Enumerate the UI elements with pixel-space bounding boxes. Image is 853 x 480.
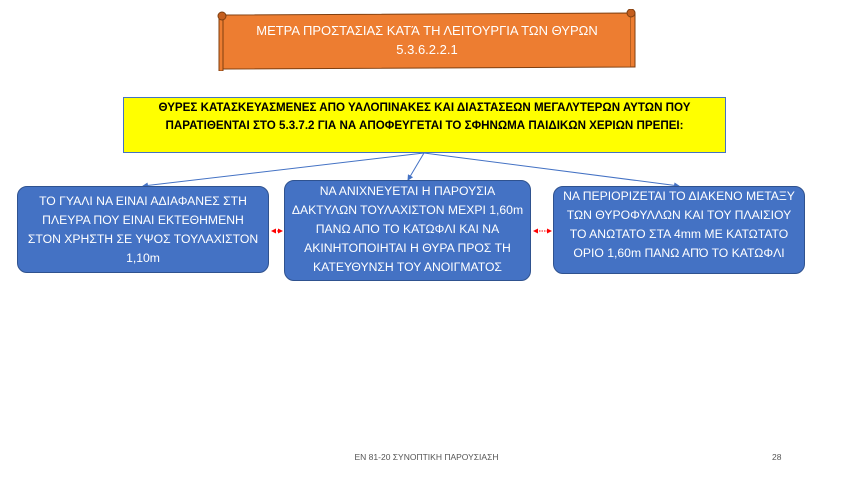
slide-footer: ΕΝ 81-20 ΣΥΝΟΠΤΙΚΗ ΠΑΡΟΥΣΙΑΣΗ [354, 452, 499, 462]
requirement-statement [123, 97, 726, 153]
card-3-text: ΝΑ ΠΕΡΙΟΡΙΖΕΤΑΙ ΤΟ ΔΙΑΚΕΝΟ ΜΕΤΑΞΥ ΤΩΝ ΘΥΡΟΦΥΛΛΩΝ ΚΑΙ ΤΟΥ ΠΛΑΙΣΙΟΥ ΤΟ ΑΝΩΤΑΤΟ ΣΤΑ 4mm ΜΕ ΚΑΤΩΤΑΤΟ ΟΡΙΟ 1,60m ΠΑΝΩ ΑΠΌ ΤΟ ΚΑΤΩΦΛΙ [563, 189, 795, 260]
card-1-text: ΤΟ ΓΥΑΛΙ ΝΑ ΕΙΝΑΙ ΑΔΙΑΦΑΝΕΣ ΣΤΗ ΠΛΕΥΡΑ ΠΟΥ ΕΙΝΑΙ ΕΚΤΕΘΗΜΕΝΗ ΣΤΟΝ ΧΡΗΣΤΗ ΣΕ ΥΨΟΣ ΤΟΥΛΑΧΙΣΤΟΝ 1,10m [27, 193, 259, 265]
banner-title: ΜΕΤΡΑ ΠΡΟΣΤΑΣΙΑΣ ΚΑΤΆ ΤΗ ΛΕΙΤΟΥΡΓΙΑ ΤΩΝ ΘΥΡΩΝ [256, 23, 598, 38]
banner-text [231, 21, 623, 59]
slide-page-number: 28 [772, 452, 782, 462]
connector-to-card-2 [408, 153, 424, 180]
card-2-text: ΝΑ ΑΝΙΧΝΕΥΕΤΑΙ Η ΠΑΡΟΥΣΙΑ ΔΑΚΤΥΛΩΝ ΤΟΥΛΑΧΙΣΤΟΝ ΜΕΧΡΙ 1,60m ΠΑΝΩ ΑΠΟ ΤΟ ΚΑΤΩΦΛΙ ΚΑΙ ΝΑ ΑΚΙΝΗΤΟΠΟΙΗΤΑΙ Η ΘΥΡΑ ΠΡΟΣ ΤΗ ΚΑΤΕΥΘΥΝΣΗ ΤΟΥ ΑΝΟΙΓΜΑΤΟΣ [291, 184, 524, 274]
requirement-card-1 [17, 186, 269, 273]
requirement-text: ΘΥΡΕΣ ΚΑΤΑΣΚΕΥΑΣΜΕΝΕΣ ΑΠΟ ΥΑΛΟΠΙΝΑΚΕΣ ΚΑΙ ΔΙΑΣΤΑΣΕΩΝ ΜΕΓΑΛΥΤΕΡΩΝ ΑΥΤΩΝ ΠΟΥ ΠΑΡΑΤΙΘΕΝΤΑΙ ΣΤΟ 5.3.7.2 ΓΙΑ ΝΑ ΑΠΟΦΕΥΓΕΤΑΙ ΤΟ ΣΦΗΝΩΜΑ ΠΑΙΔΙΚΩΝ ΧΕΡΙΩΝ ΠΡΕΠΕΙ: [158, 101, 691, 132]
banner-code: 5.3.6.2.2.1 [396, 42, 458, 57]
requirement-card-2 [284, 180, 531, 281]
requirement-card-3 [553, 186, 805, 274]
title-scroll-banner [213, 9, 637, 71]
